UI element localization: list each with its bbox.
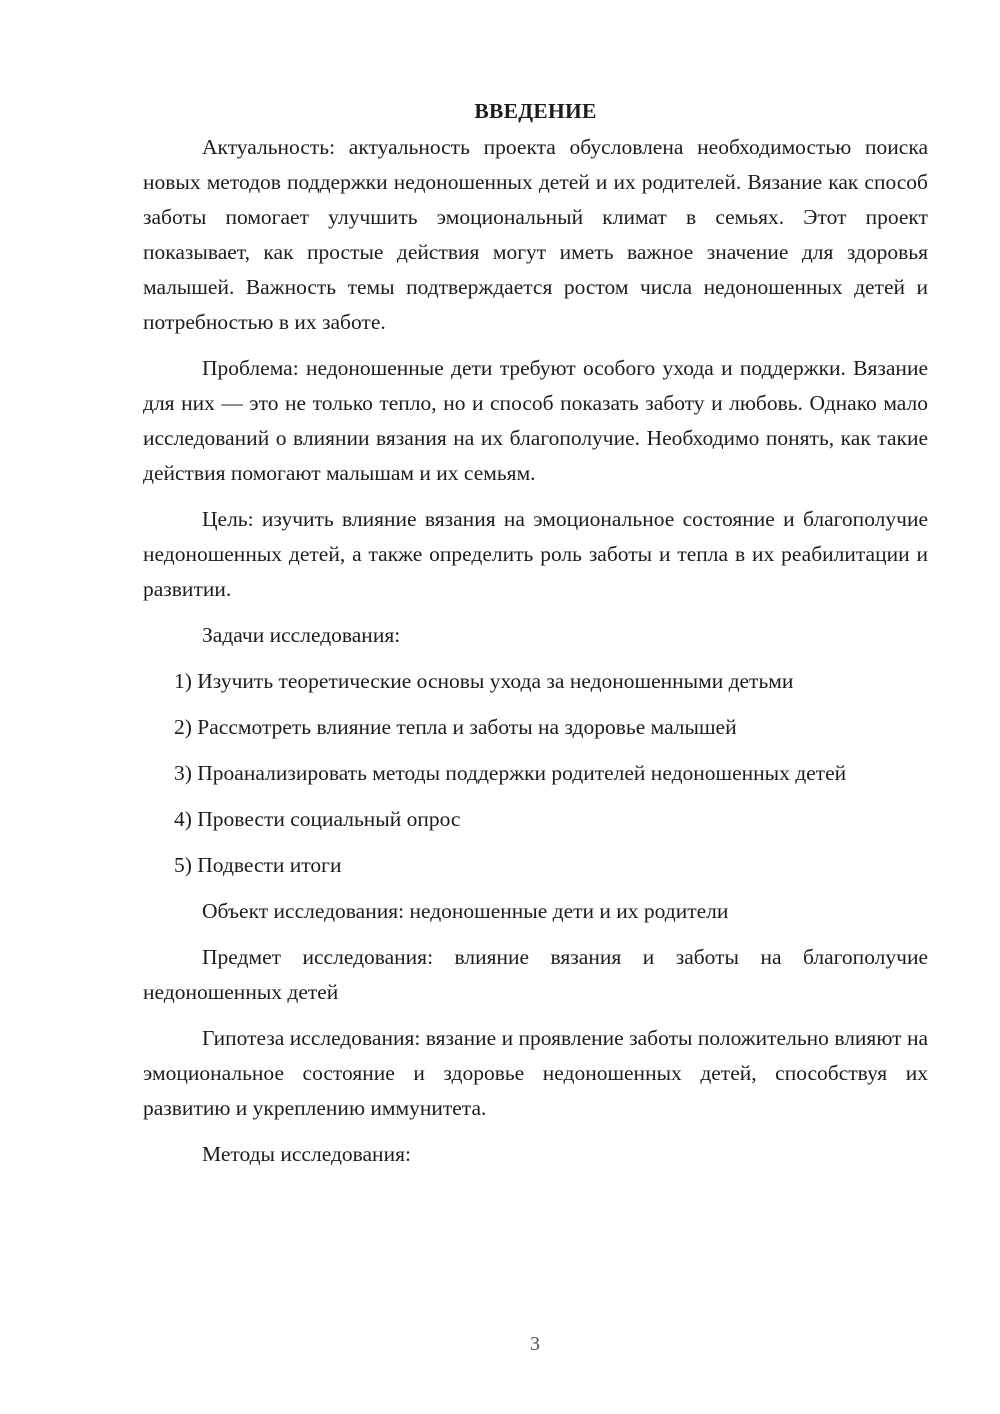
task-item-1: 1) Изучить теоретические основы ухода за недоношенными детьми [174, 669, 794, 693]
relevance-paragraph: Актуальность: актуальность проекта обусловлена необходимостью поиска новых методов поддержки недоношенных детей и их родителей. Вязание как способ заботы помогает улучшить эмоциональный климат в семьях. Этот проект показывает, как простые действия могут иметь важное значение для здоровья малышей. Важность темы подтверждается ростом числа недоношенных детей и потребностью в их заботе. [143, 135, 928, 334]
subject-paragraph: Предмет исследования: влияние вязания и заботы на благополучие недоношенных детей [143, 945, 928, 1004]
problem-paragraph: Проблема: недоношенные дети требуют особого ухода и поддержки. Вязание для них — это не только тепло, но и способ показать заботу и любовь. Однако мало исследований о влиянии вязания на их благополучие. Необходимо понять, как такие действия помогают малышам и их семьям. [143, 356, 928, 485]
task-item-2: 2) Рассмотреть влияние тепла и заботы на здоровье малышей [174, 715, 737, 739]
tasks-heading: Задачи исследования: [202, 623, 401, 647]
task-item-4: 4) Провести социальный опрос [174, 807, 461, 831]
methods-heading: Методы исследования: [202, 1142, 411, 1166]
page-number: 3 [530, 1333, 540, 1355]
task-item-5: 5) Подвести итоги [174, 853, 342, 877]
goal-paragraph: Цель: изучить влияние вязания на эмоциональное состояние и благополучие недоношенных детей, а также определить роль заботы и тепла в их реабилитации и развитии. [143, 507, 928, 601]
task-item-3: 3) Проанализировать методы поддержки родителей недоношенных детей [174, 761, 847, 785]
document-page [143, 94, 928, 1183]
page-title: ВВЕДЕНИЕ [474, 99, 597, 123]
hypothesis-paragraph: Гипотеза исследования: вязание и проявление заботы положительно влияют на эмоциональное состояние и здоровье недоношенных детей, способствуя их развитию и укреплению иммунитета. [143, 1026, 928, 1120]
object-paragraph: Объект исследования: недоношенные дети и их родители [202, 899, 729, 923]
